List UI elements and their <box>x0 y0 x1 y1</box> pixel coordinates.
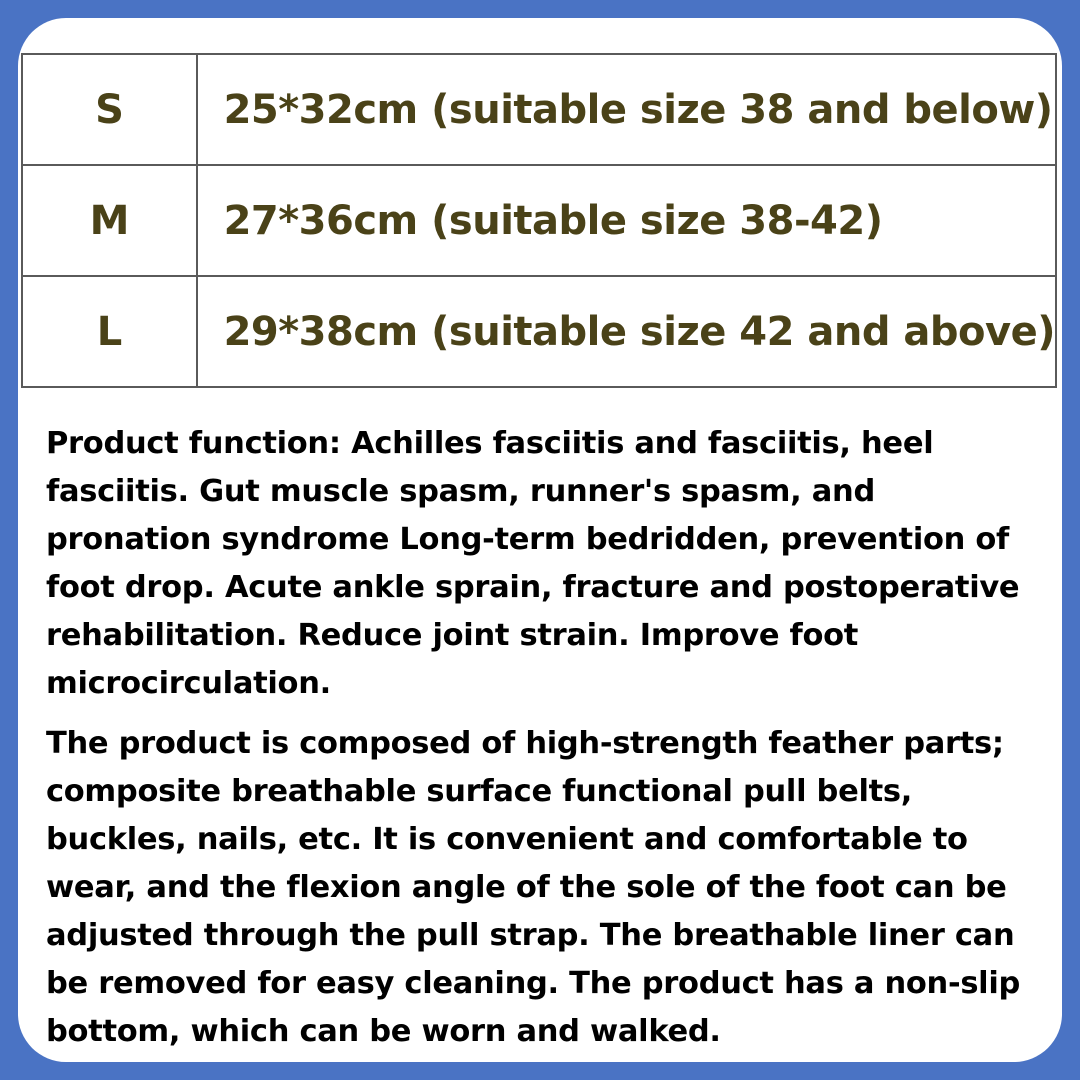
size-label: S <box>22 54 197 165</box>
size-label: L <box>22 276 197 387</box>
table-row <box>22 54 1056 165</box>
size-description: 27*36cm (suitable size 38-42) <box>197 165 1056 276</box>
size-description: 29*38cm (suitable size 42 and above) <box>197 276 1056 387</box>
product-composition-paragraph: The product is composed of high-strength feather parts; composite breathable surface functional pull belts, buckles, nails, etc. It is convenient and comfortable to wear, and the flexion angle of the sole of the foot can be adjusted through the pull strap. The breathable liner can be removed for easy cleaning. The product has a non-slip bottom, which can be worn and walked. <box>46 726 1021 1049</box>
product-function-paragraph: Product function: Achilles fasciitis and fasciitis, heel fasciitis. Gut muscle spasm, runner's spasm, and pronation syndrome Long-term bedridden, prevention of foot drop. Acute ankle sprain, fracture and postoperative rehabilitation. Reduce joint strain. Improve foot microcirculation. <box>46 426 1020 701</box>
table-row <box>22 165 1056 276</box>
size-label: M <box>22 165 197 276</box>
size-description: 25*32cm (suitable size 38 and below) <box>197 54 1056 165</box>
table-row <box>22 276 1056 387</box>
size-chart-table <box>21 53 1057 388</box>
